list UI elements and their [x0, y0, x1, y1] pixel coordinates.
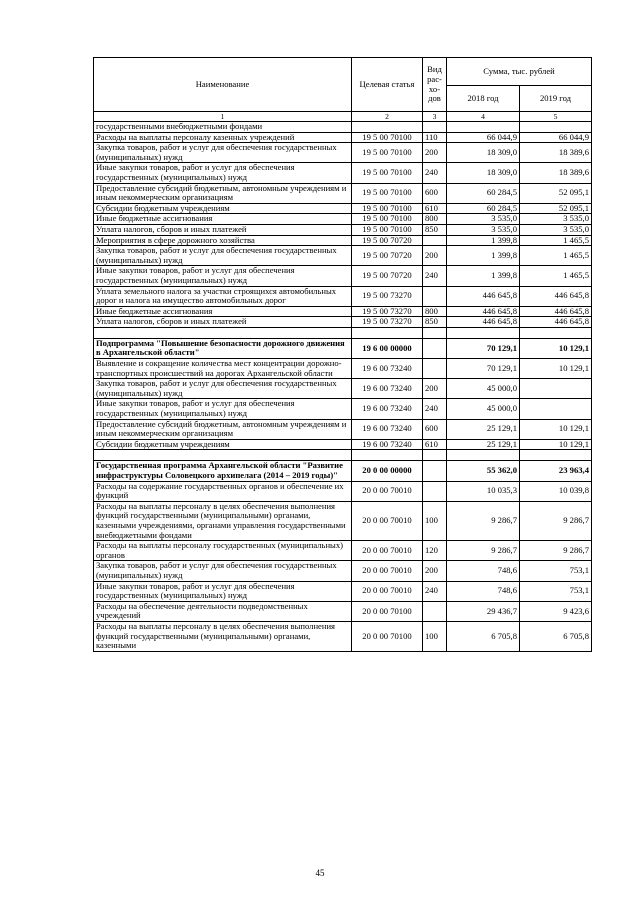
row-target-cell: 19 5 00 70720 — [352, 266, 423, 286]
row-2018-cell: 25 129,1 — [447, 419, 520, 439]
table-row — [94, 541, 592, 561]
table-row — [94, 122, 592, 133]
row-2019-cell: 446 645,8 — [520, 317, 592, 328]
table-row — [94, 581, 592, 601]
row-2019-cell: 753,1 — [520, 561, 592, 581]
row-2018-cell: 1 399,8 — [447, 235, 520, 246]
row-type-cell: 200 — [423, 379, 447, 399]
budget-table — [93, 57, 592, 652]
table-row — [94, 481, 592, 501]
row-2019-cell: 18 389,6 — [520, 163, 592, 183]
table-row — [94, 143, 592, 163]
row-target-cell: 19 6 00 73240 — [352, 419, 423, 439]
table-row — [94, 266, 592, 286]
row-type-cell — [423, 122, 447, 133]
row-2019-cell: 9 423,6 — [520, 601, 592, 621]
row-type-cell: 800 — [423, 306, 447, 317]
row-target-cell: 19 6 00 73240 — [352, 379, 423, 399]
row-name-cell: Иные закупки товаров, работ и услуг для обеспечения государственных (муниципальных) нужд — [94, 163, 352, 183]
row-2019-cell: 446 645,8 — [520, 286, 592, 306]
row-name-cell: Уплата земельного налога за участки строящихся автомобильных дорог и налога на имущество автомобильных дорог — [94, 286, 352, 306]
row-target-cell: 20 0 00 70010 — [352, 561, 423, 581]
row-name-cell: Выявление и сокращение количества мест концентрации дорожно-транспортных происшествий на дорогах Архангельской области — [94, 359, 352, 379]
row-2019-cell: 446 645,8 — [520, 306, 592, 317]
row-target-cell: 19 5 00 70100 — [352, 203, 423, 214]
table-row — [94, 379, 592, 399]
row-2019-cell: 9 286,7 — [520, 541, 592, 561]
row-name-cell: Субсидии бюджетным учреждениям — [94, 439, 352, 450]
table-row — [94, 306, 592, 317]
col-number-2: 2 — [352, 112, 423, 122]
row-name-cell: Закупка товаров, работ и услуг для обеспечения государственных (муниципальных) нужд — [94, 246, 352, 266]
table-row — [94, 601, 592, 621]
row-target-cell: 19 5 00 73270 — [352, 317, 423, 328]
row-2019-cell: 1 465,5 — [520, 266, 592, 286]
row-2018-cell: 9 286,7 — [447, 501, 520, 540]
table-row — [94, 461, 592, 481]
header-2018: 2018 год — [447, 86, 520, 112]
table-section-1 — [94, 122, 592, 328]
row-2018-cell: 45 000,0 — [447, 379, 520, 399]
row-2019-cell: 3 535,0 — [520, 224, 592, 235]
row-name-cell: Уплата налогов, сборов и иных платежей — [94, 224, 352, 235]
row-2018-cell — [447, 122, 520, 133]
row-type-cell — [423, 235, 447, 246]
spacer-section — [94, 450, 592, 461]
row-name-cell: Расходы на выплаты персоналу в целях обеспечения выполнения функций государственными (муниципальными) органами, казенными — [94, 621, 352, 651]
table-row — [94, 399, 592, 419]
row-2019-cell: 66 044,9 — [520, 132, 592, 143]
header-type: Вид рас-хо-дов — [423, 58, 447, 112]
row-name-cell: Расходы на выплаты персоналу казенных учреждений — [94, 132, 352, 143]
row-target-cell: 19 5 00 70100 — [352, 183, 423, 203]
row-target-cell: 19 5 00 70100 — [352, 143, 423, 163]
row-target-cell: 20 0 00 70100 — [352, 621, 423, 651]
row-target-cell: 19 5 00 70720 — [352, 235, 423, 246]
row-name-cell: Расходы на выплаты персоналу государственных (муниципальных) органов — [94, 541, 352, 561]
row-2019-cell: 6 705,8 — [520, 621, 592, 651]
table-row — [94, 163, 592, 183]
table-row — [94, 235, 592, 246]
row-2019-cell: 52 095,1 — [520, 183, 592, 203]
row-type-cell: 610 — [423, 439, 447, 450]
header-sum: Сумма, тыс. рублей — [447, 58, 592, 86]
table-row — [94, 561, 592, 581]
row-name-cell: Подпрограмма "Повышение безопасности дорожного движения в Архангельской области" — [94, 338, 352, 358]
row-name-cell: Расходы на содержание государственных органов и обеспечение их функций — [94, 481, 352, 501]
header-name: Наименование — [94, 58, 352, 112]
row-2018-cell: 6 705,8 — [447, 621, 520, 651]
row-type-cell: 240 — [423, 399, 447, 419]
row-2018-cell: 29 436,7 — [447, 601, 520, 621]
row-name-cell: Предоставление субсидий бюджетным, автономным учреждениям и иным некоммерческим организациям — [94, 183, 352, 203]
row-2019-cell: 23 963,4 — [520, 461, 592, 481]
row-type-cell: 600 — [423, 419, 447, 439]
table-row — [94, 439, 592, 450]
table-row — [94, 317, 592, 328]
row-2018-cell: 446 645,8 — [447, 306, 520, 317]
row-name-cell: Закупка товаров, работ и услуг для обеспечения государственных (муниципальных) нужд — [94, 143, 352, 163]
row-2018-cell: 18 309,0 — [447, 163, 520, 183]
row-target-cell: 19 5 00 73270 — [352, 306, 423, 317]
row-target-cell: 19 6 00 73240 — [352, 359, 423, 379]
row-target-cell: 19 6 00 73240 — [352, 399, 423, 419]
table-row — [94, 419, 592, 439]
row-2019-cell: 52 095,1 — [520, 203, 592, 214]
row-target-cell: 19 5 00 73270 — [352, 286, 423, 306]
row-2018-cell: 45 000,0 — [447, 399, 520, 419]
row-target-cell — [352, 122, 423, 133]
row-type-cell: 240 — [423, 163, 447, 183]
row-target-cell: 19 5 00 70100 — [352, 132, 423, 143]
row-2019-cell: 1 465,5 — [520, 235, 592, 246]
row-2018-cell: 18 309,0 — [447, 143, 520, 163]
row-target-cell: 20 0 00 00000 — [352, 461, 423, 481]
budget-table-container — [93, 57, 591, 652]
table-row — [94, 183, 592, 203]
row-2019-cell: 9 286,7 — [520, 501, 592, 540]
row-type-cell: 100 — [423, 621, 447, 651]
row-type-cell — [423, 461, 447, 481]
table-row — [94, 132, 592, 143]
row-2018-cell: 55 362,0 — [447, 461, 520, 481]
row-2018-cell: 70 129,1 — [447, 359, 520, 379]
row-type-cell: 200 — [423, 143, 447, 163]
table-row — [94, 621, 592, 651]
table-row — [94, 359, 592, 379]
row-target-cell: 20 0 00 70010 — [352, 501, 423, 540]
table-row — [94, 338, 592, 358]
row-target-cell: 19 6 00 00000 — [352, 338, 423, 358]
row-2018-cell: 446 645,8 — [447, 286, 520, 306]
row-2019-cell: 10 129,1 — [520, 338, 592, 358]
row-type-cell: 120 — [423, 541, 447, 561]
row-type-cell: 200 — [423, 246, 447, 266]
row-target-cell: 19 6 00 73240 — [352, 439, 423, 450]
row-type-cell: 100 — [423, 501, 447, 540]
row-2018-cell: 25 129,1 — [447, 439, 520, 450]
row-2019-cell: 753,1 — [520, 581, 592, 601]
row-type-cell — [423, 338, 447, 358]
row-type-cell: 240 — [423, 581, 447, 601]
spacer-section — [94, 327, 592, 338]
header-target: Целевая статья — [352, 58, 423, 112]
row-2018-cell: 3 535,0 — [447, 224, 520, 235]
row-2019-cell: 10 039,8 — [520, 481, 592, 501]
row-type-cell: 800 — [423, 214, 447, 225]
row-type-cell: 110 — [423, 132, 447, 143]
row-2019-cell — [520, 122, 592, 133]
row-2019-cell: 10 129,1 — [520, 359, 592, 379]
table-section-2 — [94, 338, 592, 450]
row-2018-cell: 66 044,9 — [447, 132, 520, 143]
table-row — [94, 246, 592, 266]
col-number-5: 5 — [520, 112, 592, 122]
row-2018-cell: 10 035,3 — [447, 481, 520, 501]
row-type-cell — [423, 481, 447, 501]
row-target-cell: 19 5 00 70100 — [352, 214, 423, 225]
row-type-cell: 850 — [423, 317, 447, 328]
row-target-cell: 20 0 00 70010 — [352, 481, 423, 501]
row-2019-cell — [520, 379, 592, 399]
row-name-cell: Иные закупки товаров, работ и услуг для обеспечения государственных (муниципальных) нужд — [94, 266, 352, 286]
row-2019-cell: 10 129,1 — [520, 439, 592, 450]
row-2018-cell: 3 535,0 — [447, 214, 520, 225]
row-name-cell: Иные бюджетные ассигнования — [94, 306, 352, 317]
row-name-cell: Расходы на выплаты персоналу в целях обеспечения выполнения функций государственными (муниципальными) органами, казенными учреждениями, органами управления государственными внебюджетными фондами — [94, 501, 352, 540]
row-2018-cell: 70 129,1 — [447, 338, 520, 358]
row-target-cell: 19 5 00 70100 — [352, 163, 423, 183]
row-type-cell: 850 — [423, 224, 447, 235]
row-target-cell: 20 0 00 70100 — [352, 601, 423, 621]
row-type-cell: 200 — [423, 561, 447, 581]
row-target-cell: 20 0 00 70010 — [352, 581, 423, 601]
row-name-cell: Расходы на обеспечение деятельности подведомственных учреждений — [94, 601, 352, 621]
row-2019-cell: 18 389,6 — [520, 143, 592, 163]
row-2018-cell: 60 284,5 — [447, 183, 520, 203]
row-name-cell: Иные закупки товаров, работ и услуг для обеспечения государственных (муниципальных) нужд — [94, 399, 352, 419]
row-2019-cell: 10 129,1 — [520, 419, 592, 439]
row-name-cell: Закупка товаров, работ и услуг для обеспечения государственных (муниципальных) нужд — [94, 561, 352, 581]
row-name-cell: Закупка товаров, работ и услуг для обеспечения государственных (муниципальных) нужд — [94, 379, 352, 399]
row-type-cell: 600 — [423, 183, 447, 203]
row-2018-cell: 748,6 — [447, 581, 520, 601]
row-2019-cell: 1 465,5 — [520, 246, 592, 266]
row-2018-cell: 9 286,7 — [447, 541, 520, 561]
row-2018-cell: 1 399,8 — [447, 246, 520, 266]
table-row — [94, 203, 592, 214]
col-number-4: 4 — [447, 112, 520, 122]
row-name-cell: Иные закупки товаров, работ и услуг для обеспечения государственных (муниципальных) нужд — [94, 581, 352, 601]
row-2019-cell: 3 535,0 — [520, 214, 592, 225]
row-type-cell: 610 — [423, 203, 447, 214]
row-name-cell: государственными внебюджетными фондами — [94, 122, 352, 133]
header-2019: 2019 год — [520, 86, 592, 112]
table-row — [94, 224, 592, 235]
row-type-cell — [423, 286, 447, 306]
table-row — [94, 501, 592, 540]
row-name-cell: Уплата налогов, сборов и иных платежей — [94, 317, 352, 328]
row-name-cell: Государственная программа Архангельской области "Развитие инфраструктуры Соловецкого архипелага (2014 – 2019 годы)" — [94, 461, 352, 481]
page-number: 45 — [315, 868, 325, 878]
table-row — [94, 286, 592, 306]
row-2019-cell — [520, 399, 592, 419]
row-type-cell — [423, 359, 447, 379]
row-2018-cell: 60 284,5 — [447, 203, 520, 214]
row-target-cell: 20 0 00 70010 — [352, 541, 423, 561]
row-name-cell: Предоставление субсидий бюджетным, автономным учреждениям и иным некоммерческим организациям — [94, 419, 352, 439]
row-type-cell: 240 — [423, 266, 447, 286]
row-2018-cell: 748,6 — [447, 561, 520, 581]
row-name-cell: Субсидии бюджетным учреждениям — [94, 203, 352, 214]
col-number-3: 3 — [423, 112, 447, 122]
row-name-cell: Иные бюджетные ассигнования — [94, 214, 352, 225]
row-name-cell: Мероприятия в сфере дорожного хозяйства — [94, 235, 352, 246]
row-target-cell: 19 5 00 70720 — [352, 246, 423, 266]
col-number-1: 1 — [94, 112, 352, 122]
row-2018-cell: 446 645,8 — [447, 317, 520, 328]
row-type-cell — [423, 601, 447, 621]
table-section-3 — [94, 461, 592, 651]
row-2018-cell: 1 399,8 — [447, 266, 520, 286]
table-row — [94, 214, 592, 225]
row-target-cell: 19 5 00 70100 — [352, 224, 423, 235]
